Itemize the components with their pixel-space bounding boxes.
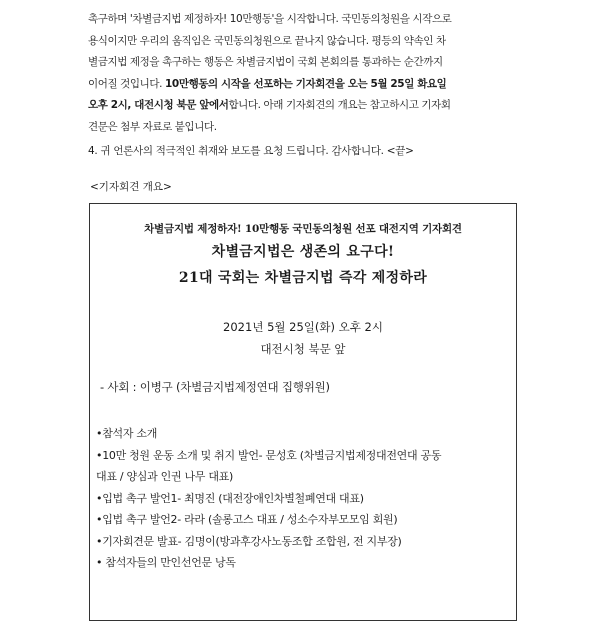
program-item: •입법 촉구 발언1- 최명진 (대전장애인차별철폐연대 대표) xyxy=(96,491,364,505)
overview-box xyxy=(89,203,517,621)
paragraph-line xyxy=(88,95,508,117)
program-item-continuation: 대표 / 양심과 인권 나무 대표) xyxy=(96,470,233,483)
paragraph-line: 별금지법 제정을 촉구하는 행동은 차별금지법이 국회 본회의를 통과하는 순간까지 xyxy=(88,56,443,68)
program-item: •기자회견문 발표- 김명이(방과후강사노동조합 조합원, 전 지부장) xyxy=(96,534,402,548)
request-statement: 4. 귀 언론사의 적극적인 취재와 보도를 요청 드립니다. 감사합니다. <끝> xyxy=(88,145,414,157)
paragraph-text: 합니다. 아래 기자회견의 개요는 참고하시고 기자회 xyxy=(228,99,451,111)
event-place: 대전시청 북문 앞 xyxy=(260,342,346,356)
paragraph-emphasis: 오후 2시, 대전시청 북문 앞에서 xyxy=(88,99,229,111)
event-date: 2021년 5월 25일(화) 오후 2시 xyxy=(223,320,383,334)
moderator-line: - 사회 : 이병구 (차별금지법제정연대 집행위원) xyxy=(100,380,330,394)
program-list xyxy=(96,423,510,574)
program-item: •참석자 소개 xyxy=(96,427,158,440)
overview-label: <기자회견 개요> xyxy=(90,181,172,193)
body-paragraph xyxy=(88,9,508,138)
paragraph-text: 이어질 것입니다. xyxy=(88,77,166,90)
paragraph-emphasis: 10만행동의 시작을 선포하는 기자회견을 오는 5월 25일 화요일 xyxy=(165,77,447,90)
paragraph-line xyxy=(88,74,508,96)
event-main-title: 차별금지법은 생존의 요구다! xyxy=(211,244,395,260)
program-item: • 참석자들의 만인선언문 낭독 xyxy=(96,556,236,569)
paragraph-line: 촉구하며 '차별금지법 제정하자! 10만행동'을 시작합니다. 국민동의청원을 시작으로 xyxy=(88,13,452,25)
paragraph-line: 견문은 첨부 자료로 붙입니다. xyxy=(88,120,217,133)
event-sub-title: 21대 국회는 차별금지법 즉각 제정하라 xyxy=(178,270,428,286)
program-item: •10만 청원 운동 소개 및 취지 발언- 문성호 (차별금지법제정대전연대 공동 xyxy=(96,448,442,462)
event-org-title: 차별금지법 제정하자! 10만행동 국민동의청원 선포 대전지역 기자회견 xyxy=(144,223,462,235)
paragraph-line: 용식이지만 우리의 움직임은 국민동의청원으로 끝나지 않습니다. 평등의 약속인 차 xyxy=(88,34,446,47)
program-item: •입법 촉구 발언2- 라라 (솔롱고스 대표 / 성소수자부모모임 회원) xyxy=(96,513,398,526)
